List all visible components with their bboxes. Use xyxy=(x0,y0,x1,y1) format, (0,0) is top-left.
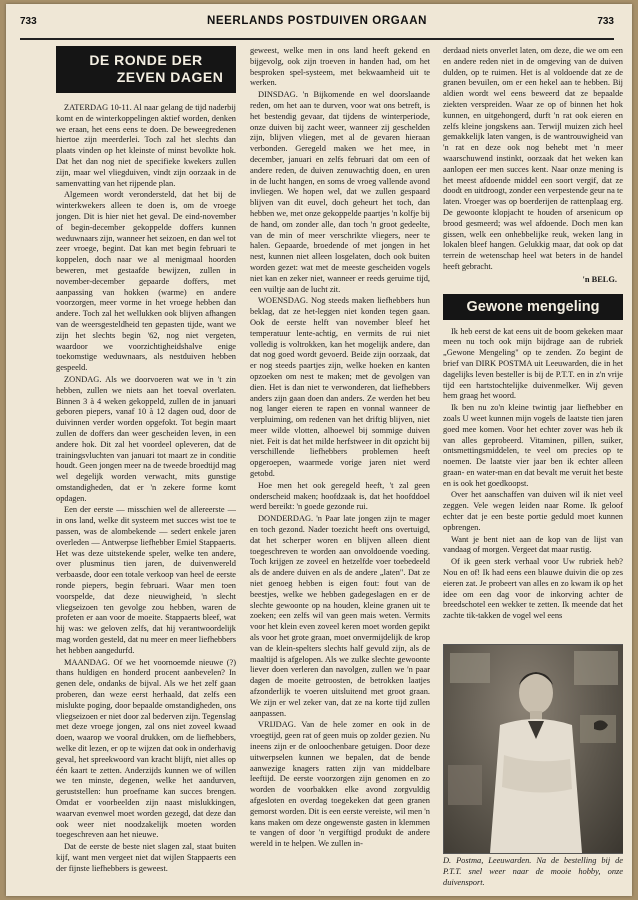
paragraph: derdaad niets onverlet laten, om deze, die we om een en andere reden niet in de omgeving van de duiven dulden, op te ruimen. Het is al voldoende dat ze de granen bevuilen, om er een hekel aan te hebben. Bij aldien wordt wel eens beweerd dat ze bepaalde ziekten verspreiden. Waar ze op of binnen het hok kunnen, en uitgehongerd, durft 'n rat ook eieren en zelfs kleine jongskens aan. Terwijl muizen zich heel gemakkelijk laten vangen, is de wantrouwigheid van 'n rat en deze ook nog behebt met 'n meer waarschuwend instinkt, oorzaak dat het weken kan aanlopen eer men succes kent. Naar onze mening is het meest afdoende middel een soort vergif, dat ze doodt en uitdroogt, zonder een verpestende geur na te laten. Vroeger was op boerderijen de rattenplaag erg. De gewoonte klopjacht te houden of arsenicum op brood gesmeerd; was wel afdoende. Doch men kan gissen, welk een onhebbelijke reuk, weken lang in lokalen bleef hangen. Gelukkig maar, dat ook op dat terrein de wetenschap heel wat beters in de handel heeft gebracht. xyxy=(443,46,623,271)
page-header xyxy=(20,12,614,40)
author-signature: 'n BELG. xyxy=(582,274,617,284)
paragraph: VRIJDAG. Van de hele zomer en ook in de vroegtijd, geen rat of geen muis op zolder gezien. Nu ineens zijn er de onloochenbare getuigen. Door deze uitwerpselen kunnen we bepalen, dat de bende aanwezige knagers ratten zijn van middelbare leeftijd. De eerste voorzorgen zijn genomen en zo worden de voorbakken elke avond zorgvuldig afgesloten en overdag toegekeken dat geen granen gemorst worden. Dit is een eerste vereiste, wil men 'n kans maken om deze ongewenste gasten in klemmen te vangen of door 'n vergiftigd produkt de andere wereld in te helpen. We zullen in- xyxy=(250,720,430,849)
newspaper-page xyxy=(6,4,632,896)
paragraph: Hoe men het ook geregeld heeft, 't zal geen onderscheid maken; hoofdzaak is, dat het hoofddoel werd bereikt: 'n goede gezonde rui. xyxy=(250,480,430,512)
paragraph: WOENSDAG. Nog steeds maken liefhebbers hun beklag, dat ze het-leggen niet konden tegen gaan. Ook de eerste helft van november bleef het temperatuur lente-achtig, en vermits de rui niet volledig is voltrokken, kan het mogelijk andere, dan dat nog goed wordt gevoerd. Beide zijn oorzaak, dat er nog steeds paartjes zijn, welke hoeken en kanten opzoeken om nest te maken; met de gevolgen van dien. Het is dan niet te verwonderen, dat liefhebbers anders zijn gaan doen dan anders. Ze werden het beu nog langer eieren te rapen en vonnal wanneer de verpluiming, om redenen van het driftig blijven, niet meer wilde vlotten, alhoewel bij sommige duiven niet. Feit is dat het milde herfstweer in dit opzicht bij verschillende liefhebbers problemen heeft opgeroepen, waarmede vorige jaren niet werd getobd. xyxy=(250,296,430,479)
article-title-ronde xyxy=(56,46,236,93)
paragraph: Ik ben nu zo'n kleine twintig jaar liefhebber en zoals U weet kunnen mijn vogels de laatste tien jaren goed mee komen. Voor het echter zover was heb ik van alles geprobeerd. Vitaminen, pillen, suiker, ontsmettingsmiddelen, te veel om precies op te noemen. De laatste vier jaar ben ik echter alleen graan- en water-man en dat bevalt me veruit het beste en is ook het goedkoopst. xyxy=(443,403,623,488)
portrait-photo xyxy=(443,644,623,854)
column-2 xyxy=(250,46,430,886)
article-title-mengeling: Gewone mengeling xyxy=(443,294,623,320)
column-1 xyxy=(56,46,236,886)
photo-caption: D. Postma, Leeuwarden. Na de bestelling bij de P.T.T. snel weer naar de mooie hobby, onze duivensport. xyxy=(443,856,623,886)
paragraph: Dat de eerste de beste niet slagen zal, staat buiten kijf, want men vergeet niet dat wijlen Stappaerts een der fijnste liefhebbers is geweest. xyxy=(56,842,236,873)
photo-illustration xyxy=(444,645,623,853)
paragraph: Een der eerste — misschien wel de allereerste — in ons land, welke dit systeem met succes wist toe te passen, was de alombekende — sedert enkele jaren overleden — Antwerpse liefhebber Emiel Stappaerts. Het was deze uitstekende speler, welke ten andere, over plusminus tien jaren, de duivenwereld verbaasde, door een totale verkoop van heel de eerste ronde piepers, begin februari. Waar men toen voorspelde, dat deze nieuwigheid, 'n slecht vliegseizoen ten gevolge zou hebben, waren de profeten er aan voor de moeite. Stappaerts bleef, wat hij was: we geloven zelfs, dat hij verantwoordelijk mag worden gesteld, dat nu meer en meer liefhebbers het hebben aangedurfd. xyxy=(56,505,236,655)
paragraph: ZONDAG. Als we doorvoeren wat we in 't zin hebben, zullen we niets aan het toeval overlaten. Binnen 3 à 4 weken gekoppeld, zullen de in januari geboren piepers, vanaf 10 à 12 dagen oud, door de duivinnen verder worden opgefokt. Tot begin maart zullen de doffers dan weer gescheiden leven, in een andere hok. Dit zal het voordeel opleveren, dat de trainingsvluchten van januari tot maart ze in conditie houdt. Geen jongen meer na de tweede broedtijd mag wel degelijk worden verwacht, mits gunstige omstandigheden, dat er 'n zekere forme komt opdagen. xyxy=(56,374,236,503)
masthead: NEERLANDS POSTDUIVEN ORGAAN xyxy=(206,15,428,27)
paragraph: ZATERDAG 10-11. Al naar gelang de tijd naderbij komt en de winterkoppelingen aktief worden, denken we eraan, het eens eens te doen. De beweegredenen hiertoe zijn meerderlei. Toch zal het slechts dan plaats vinden op het kleinste of minst bevolkte hok. Dat het dan nog niet de specifieke kwekers zullen zijn, maar wel vliegduiven, vindt zijn oorzaak in de samenvatting van het rijpende plan. xyxy=(56,103,236,188)
paragraph: Algemeen wordt verondersteld, dat het bij de winterkwekers alleen te doen is, om de vroege jongen. Dit is hier niet het geval. De eind-november of begin-december gekoppelde doffers kunnen weduwnaars zijn, wanneer het seizoen, en dan wel tot zeer vroege, begint. Dat kan met begin februari te koppelen, doch naar we al menigmaal hoorden beweren, met gestaafde bewijzen, zullen in november-december gepaarde doffers, met aanpassing van hokken (warme) en andere voorzorgen, meer vorme in het vroege hebben dan andere. Toch zal het wellukken ook blijven afhangen van de weersgesteldheid ten gepasten tijde, want we zijn het slechts begin '62, nog niet vergeten, waardoor we voorzichtigheidshalve enige toekomstige weduwnaars, als nestduiven hebben gespeeld. xyxy=(56,190,236,373)
column-3 xyxy=(443,46,623,886)
paragraph: DINSDAG. 'n Bijkomende en wel doorslaande reden, om het aan te durven, voor wat ons betreft, is het bestendig gevaar, dat tijdens de winterperiode, onze duiven bij zacht weer, wanneer zij geschelden zijn, blijven vliegen, met al de gevaren hieraan verbonden. Geregeld maken we het mee, in december, januari en zelfs februari dat om een of andere reden, de duiven zenuwachtig doen, en uren in de lucht hangen, en soms de vroeg vallende avond invliegen. We hopen wel, dat we zullen gespaard blijven van dit euvel, doch geheurt het toch, dan hebben we, met onze gekoppelde paartjes 'n kolfje bij de hand, om zonder alle, dan toch 'n groot gedeelte, van de min of meer verschrikte vliegers, neer te halen. Gepaarde, broedende of met jongen in het nest, kunnen niet alleen losgelaten, doch ook buiten worden gezet: wat met de meeste gescheiden vogels niet kan en zeker niet, wanneer er reeds geruime tijd, een vuiltje aan de lucht zit. xyxy=(250,90,430,294)
paragraph: DONDERDAG. 'n Paar late jongen zijn te mager en toch gezond. Nader toezicht heeft ons overtuigd, dat het scherper woren en blijven alleen dient toegeschreven te worden aan onvoldoende voeding. Toch krijgen ze zoveel en hetzelfde voer toebedeeld als de andere duiven en als de andere „laten". Dat ze niet genoeg hebben is eigen fout: fout van de beestjes, welke we hebben gadegeslagen en er de slechte gewoonte op na houden, kleine granen uit te zoeken; een zelfs wil van geen mais weten. Vermits voor het klein even zoveel keren moet worden gepikt als voor het grote graan, moet onvermijdelijk de krop van de klein-spelters slechts half gevuld zijn, als de maaltijd is afgelopen. Als we zulke slechte gewoonte liever doen verleren dan navolgen, zullen we 'n paar dagen de moeite getroosten, de betrokken laatjes afzonderlijk te voeren uitsluitend met groot graan. We zijn er wel zeker van, dat ze na korte tijd zullen aanpassen. xyxy=(250,514,430,718)
title-line-2: ZEVEN DAGEN xyxy=(116,69,224,85)
paragraph: geweest, welke men in ons land heeft gekend en bijgevolg, ook zijn troeven in handen had, om het besproken spel-systeem, met bekwaamheid uit te werken. xyxy=(250,46,430,88)
page-number-left: 733 xyxy=(20,16,37,27)
page-number-right: 733 xyxy=(597,16,614,27)
paragraph: Over het aanschaffen van duiven wil ik niet veel zeggen. Vele wegen leiden naar Rome. Ik geloof echter dat je een beste portie geduld moet kunnen opbrengen. xyxy=(443,490,623,532)
paragraph: Ik heb eerst de kat eens uit de boom gekeken maar meen nu toch ook mijn bijdrage aan de rubriek „Gewone Mengeling" op te zenden. Zo begint de brief van DIRK POSTMA uit Leeuwarden, die in het dagelijks leven besteller is bij de P.T.T. en in z'n vrije tijd een hartstochtelijke duivenmelker. Wij geven hem graag het woord. xyxy=(443,326,623,401)
paragraph: MAANDAG. Of we het voornoemde nieuwe (?) thans huldigen en honderd procent aanbevelen? In genen dele, ondanks de bijval. Als we het zelf gaan proberen, dan weze eerst herhaald, dat zelfs een mislukte poging, door bepaalde omstandigheden, ons vliegseizoen er niet door zal bederven zijn. Tegenslag met deze vroege jongen, zal ons niet zoveel kwaad doen, waarop we vooral drukken, om de liefhebbers, welke dit lezen, er op te wijzen dat ook in onderhavig geval, het spreekwoord van kracht blijft, niet alles op één kaart te zetten. Anderzijds kunnen we of willen we ten minste, degenen, welke het aandurven, geruststellen: hun proefname kan succes brengen. Omdat er voorbeelden zijn naast mislukkingen, waarvan evenwel moet worden gezegd, dat deze dan ook weer niet noodzakelijk moeten worden toegeschreven aan het nieuwe. xyxy=(56,657,236,840)
title-line-1: DE RONDE DER xyxy=(89,52,203,68)
paragraph: Want je bent niet aan de kop van de lijst van vandaag of morgen. Vergeet dat maar rustig. xyxy=(443,534,623,555)
paragraph: Of ik geen sterk verhaal voor Uw rubriek heb? Nou en of! Ik had eens een blauwe duivin die op zes eieren zat. Je probeert van alles en zo kwam ik op het idee om een dag voor de inkorving achter de breedschotel een wekker te zetten. Ik meende dat het zachte tik-takken de vogel wel eens xyxy=(443,557,623,621)
